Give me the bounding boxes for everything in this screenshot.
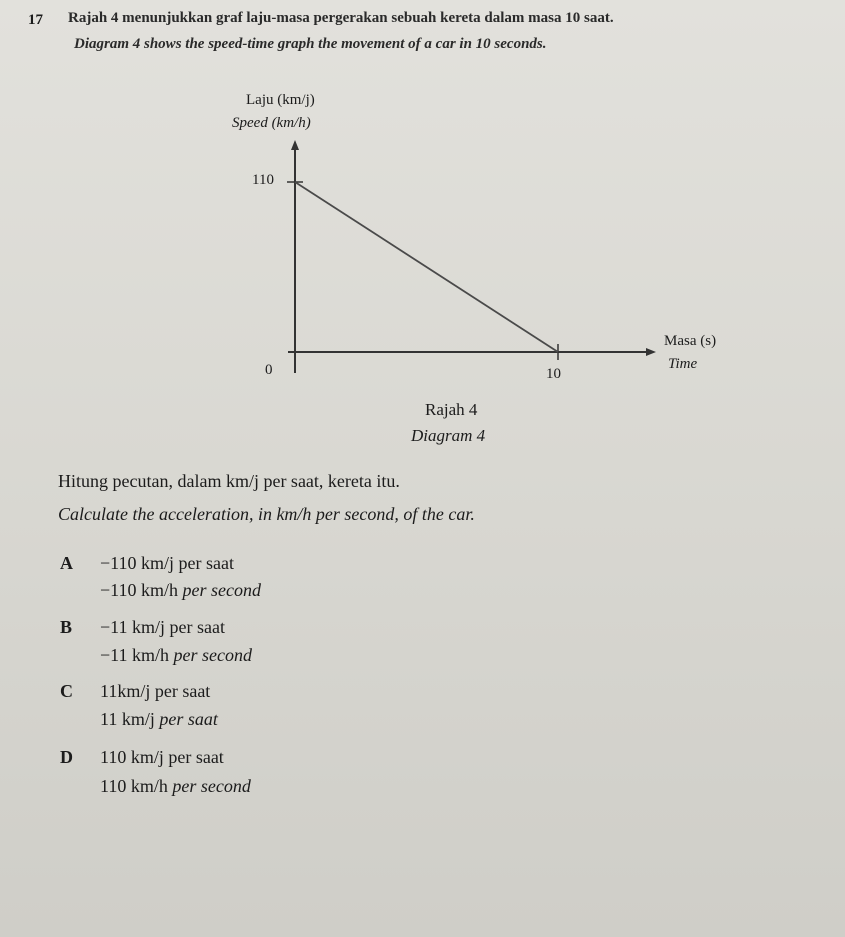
option-a-english-value: −110 km/h [100, 580, 178, 600]
option-c-malay: 11km/j per saat [100, 681, 211, 701]
option-d-malay: 110 km/j per saat [100, 747, 224, 767]
option-c-english-value: 11 km/j [100, 709, 155, 729]
option-c-english [100, 709, 218, 730]
x-axis-label-malay: Masa (s) [664, 333, 717, 349]
option-a-english [100, 580, 261, 601]
option-d-english-unit: per second [172, 776, 251, 796]
option-b-english [100, 645, 252, 666]
y-axis-label-malay: Laju (km/j) [246, 92, 315, 108]
diagram-caption-malay: Rajah 4 [425, 400, 478, 419]
option-b-english-unit: per second [173, 645, 252, 665]
option-a-malay: −110 km/j per saat [100, 553, 234, 573]
question-number: 17 [28, 12, 43, 28]
option-d-letter: D [60, 747, 73, 767]
option-d-english-value: 110 km/h [100, 776, 168, 796]
option-b-malay: −11 km/j per saat [100, 617, 225, 637]
option-b-letter: B [60, 617, 73, 637]
prompt-english: Calculate the acceleration, in km/h per second, of the car. [58, 504, 475, 524]
y-tick-label: 110 [252, 172, 274, 188]
y-axis-label-english: Speed (km/h) [232, 115, 311, 131]
option-a-english-unit: per second [182, 580, 261, 600]
x-axis-label-english: Time [668, 356, 698, 372]
option-a-letter: A [60, 553, 73, 573]
x-tick-label: 10 [546, 366, 561, 382]
y-axis-arrowhead [291, 140, 299, 150]
x-axis-arrowhead [646, 348, 656, 356]
option-c-english-unit: per saat [159, 709, 218, 729]
option-c-letter: C [60, 681, 73, 701]
diagram-caption-english: Diagram 4 [411, 426, 486, 445]
option-b-english-value: −11 km/h [100, 645, 169, 665]
question-stem-english: Diagram 4 shows the speed-time graph the movement of a car in 10 seconds. [74, 36, 547, 52]
option-d-english [100, 776, 251, 797]
prompt-malay: Hitung pecutan, dalam km/j per saat, kereta itu. [58, 471, 400, 491]
question-stem-malay: Rajah 4 menunjukkan graf laju-masa pergerakan sebuah kereta dalam masa 10 saat. [68, 10, 614, 26]
speed-time-line [295, 182, 558, 352]
origin-label: 0 [265, 362, 273, 378]
